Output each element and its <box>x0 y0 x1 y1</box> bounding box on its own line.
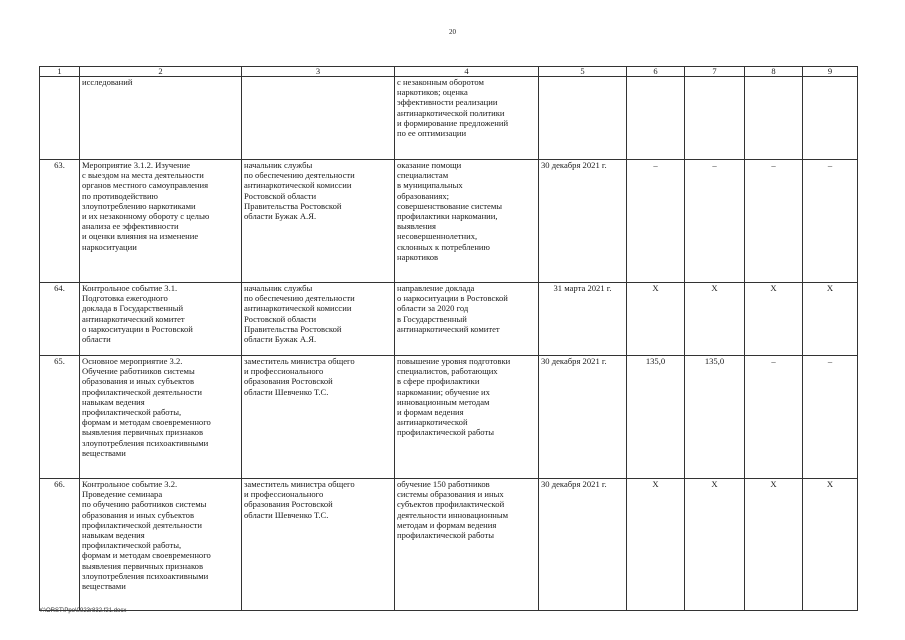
column-number-cell: 5 <box>539 67 627 77</box>
amount-cell: Х <box>627 479 685 611</box>
measure-text: Мероприятие 3.1.2. Изучение с выездом на места деятельности органов местного самоуправления по противодействию злоупотреблению наркотиками и их незаконному обороту с целью анализа ее эффективности и оценки влияния на изменение наркоситуации <box>82 160 210 252</box>
amount-cell <box>685 77 745 160</box>
result-text: оказание помощи специалистам в муниципальных образованиях; совершенствование системы профилактики наркомании, выявления несовершеннолетних, склонных к потреблению наркотиков <box>397 160 503 262</box>
measure-cell <box>80 356 242 479</box>
amount-cell: – <box>685 160 745 283</box>
measure-text: Контрольное событие 3.1. Подготовка ежегодного доклада в Государственный антинаркотический комитет о наркоситуации в Ростовской области <box>82 283 193 345</box>
column-number-cell: 2 <box>80 67 242 77</box>
amount-cell: – <box>745 160 803 283</box>
column-number-cell: 8 <box>745 67 803 77</box>
row-number-cell <box>40 77 80 160</box>
column-number-cell: 7 <box>685 67 745 77</box>
amount-cell <box>745 77 803 160</box>
amount-cell: Х <box>745 283 803 356</box>
column-number-cell: 4 <box>395 67 539 77</box>
executor-text: начальник службы по обеспечению деятельности антинаркотической комиссии Ростовской области Правительства Ростовской области Бужак А.Я. <box>244 283 355 345</box>
deadline-cell: 30 декабря 2021 г. <box>539 479 627 611</box>
result-cell <box>395 479 539 611</box>
amount-cell <box>803 77 858 160</box>
result-text: с незаконным оборотом наркотиков; оценка эффективности реализации антинаркотической политики и формирование предложений по ее оптимизации <box>397 77 509 139</box>
measure-text: Основное мероприятие 3.2. Обучение работников системы образования и иных субъектов профилактической деятельности навыкам ведения профилактической работы, формам и методам своевременного выявления первичных признаков злоупотребления психоактивными веществами <box>82 356 211 458</box>
page-number: 20 <box>449 28 456 36</box>
amount-cell: Х <box>627 283 685 356</box>
deadline-cell <box>539 77 627 160</box>
measure-text: исследований <box>82 77 133 87</box>
amount-cell: Х <box>685 283 745 356</box>
executor-cell <box>242 283 395 356</box>
table-row <box>40 283 858 356</box>
table-row <box>40 356 858 479</box>
result-cell <box>395 356 539 479</box>
deadline-cell: 31 марта 2021 г. <box>539 283 627 356</box>
executor-text: начальник службы по обеспечению деятельности антинаркотической комиссии Ростовской области Правительства Ростовской области Бужак А.Я. <box>244 160 355 222</box>
column-number-cell: 3 <box>242 67 395 77</box>
amount-cell <box>627 77 685 160</box>
amount-cell: 135,0 <box>627 356 685 479</box>
header-row <box>40 67 858 77</box>
executor-cell <box>242 356 395 479</box>
result-cell <box>395 160 539 283</box>
measure-cell <box>80 479 242 611</box>
amount-cell: – <box>745 356 803 479</box>
result-text: обучение 150 работников системы образования и иных субъектов профилактической деятельности инновационным методам и формам ведения профилактической работы <box>397 479 509 541</box>
measure-cell <box>80 283 242 356</box>
result-cell <box>395 283 539 356</box>
result-text: направление доклада о наркоситуации в Ростовской области за 2020 год в Государственный антинаркотический комитет <box>397 283 508 334</box>
executor-cell <box>242 160 395 283</box>
executor-cell <box>242 479 395 611</box>
row-number-cell: 66. <box>40 479 80 611</box>
measure-cell <box>80 77 242 160</box>
executor-cell <box>242 77 395 160</box>
amount-cell: 135,0 <box>685 356 745 479</box>
amount-cell: – <box>627 160 685 283</box>
row-number-cell: 63. <box>40 160 80 283</box>
amount-cell: Х <box>803 479 858 611</box>
document-file-path: Y:\ORST\Ppo\0923r832.f21.docx <box>39 608 127 614</box>
column-number-cell: 9 <box>803 67 858 77</box>
table-row <box>40 160 858 283</box>
measure-cell <box>80 160 242 283</box>
result-text: повышение уровня подготовки специалистов, работающих в сфере профилактики наркомании; обучение их инновационным методам и формам ведения антинаркотической профилактической работы <box>397 356 511 438</box>
amount-cell: – <box>803 356 858 479</box>
amount-cell: Х <box>803 283 858 356</box>
amount-cell: Х <box>745 479 803 611</box>
measure-text: Контрольное событие 3.2. Проведение семинара по обучению работников системы образования и иных субъектов профилактической деятельности навыкам ведения профилактической работы, формам и методам своевременного выявления первичных признаков злоупотребления психоактивными веществами <box>82 479 211 592</box>
amount-cell: – <box>803 160 858 283</box>
continuation-row <box>40 77 858 160</box>
row-number-cell: 65. <box>40 356 80 479</box>
deadline-cell: 30 декабря 2021 г. <box>539 356 627 479</box>
deadline-cell: 30 декабря 2021 г. <box>539 160 627 283</box>
row-number-cell: 64. <box>40 283 80 356</box>
executor-text: заместитель министра общего и профессионального образования Ростовской области Шевченко Т.С. <box>244 356 355 397</box>
column-number-cell: 6 <box>627 67 685 77</box>
executor-text: заместитель министра общего и профессионального образования Ростовской области Шевченко Т.С. <box>244 479 355 520</box>
amount-cell: Х <box>685 479 745 611</box>
plan-table <box>39 66 858 611</box>
result-cell <box>395 77 539 160</box>
column-number-cell: 1 <box>40 67 80 77</box>
table-row <box>40 479 858 611</box>
